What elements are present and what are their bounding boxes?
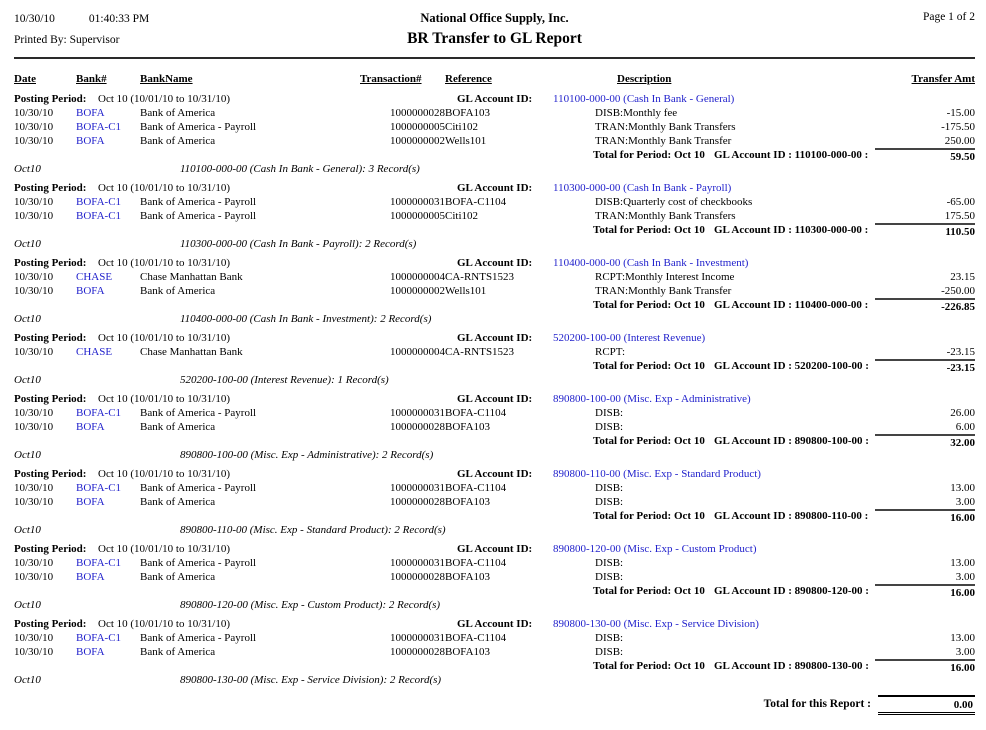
row-bank-name: Bank of America [140, 135, 216, 147]
row-reference: Wells101 [445, 135, 487, 147]
posting-period-row [0, 392, 986, 406]
transfer-row [0, 270, 986, 284]
total-for-period-label: Total for Period: Oct 10 [593, 585, 705, 597]
posting-period-label: Posting Period: [14, 393, 87, 405]
period-total-row [0, 584, 986, 598]
footer-summary: 890800-110-00 (Misc. Exp - Standard Product): 2 Record(s) [180, 524, 446, 536]
row-description: DISB:Quarterly cost of checkbooks [595, 196, 753, 208]
row-bank-link[interactable]: BOFA-C1 [76, 632, 122, 644]
row-bank-link[interactable]: BOFA [76, 135, 105, 147]
footer-period: Oct10 [14, 374, 41, 386]
period-total-row [0, 359, 986, 373]
row-transaction-no: 1000000031 [390, 557, 445, 569]
posting-period-value: Oct 10 (10/01/10 to 10/31/10) [98, 182, 230, 194]
row-date: 10/30/10 [14, 346, 54, 358]
row-bank-link[interactable]: BOFA-C1 [76, 121, 122, 133]
gl-account-section [0, 256, 986, 326]
row-bank-name: Bank of America [140, 496, 216, 508]
row-bank-name: Chase Manhattan Bank [140, 271, 243, 283]
transfer-row [0, 120, 986, 134]
posting-period-label: Posting Period: [14, 257, 87, 269]
row-date: 10/30/10 [14, 482, 54, 494]
row-description: DISB: [595, 571, 624, 583]
row-transaction-no: 1000000002 [390, 135, 445, 147]
row-date: 10/30/10 [14, 496, 54, 508]
footer-period: Oct10 [14, 524, 41, 536]
row-bank-name: Bank of America [140, 646, 216, 658]
gl-account-id-link[interactable]: 890800-100-00 (Misc. Exp - Administrative) [553, 393, 751, 405]
section-footer-row [0, 237, 986, 251]
period-total-amount: 16.00 [875, 509, 975, 525]
row-date: 10/30/10 [14, 632, 54, 644]
row-transaction-no: 1000000031 [390, 632, 445, 644]
row-bank-link[interactable]: BOFA-C1 [76, 482, 122, 494]
total-gl-account-label: GL Account ID : 110100-000-00 : [714, 149, 869, 161]
printed-by-label: Printed By: [14, 34, 67, 46]
gl-account-id-label: GL Account ID: [457, 393, 533, 405]
row-reference: Wells101 [445, 285, 487, 297]
posting-period-row [0, 92, 986, 106]
company-name: National Office Supply, Inc. [420, 11, 569, 25]
section-footer-row [0, 162, 986, 176]
posting-period-row [0, 256, 986, 270]
gl-account-section [0, 617, 986, 687]
row-bank-link[interactable]: BOFA [76, 421, 105, 433]
section-footer-row [0, 598, 986, 612]
period-total-amount: -226.85 [875, 298, 975, 314]
posting-period-value: Oct 10 (10/01/10 to 10/31/10) [98, 468, 230, 480]
row-amount: 26.00 [950, 407, 975, 419]
row-amount: 175.50 [944, 210, 975, 222]
row-date: 10/30/10 [14, 107, 54, 119]
row-transaction-no: 1000000004 [390, 271, 445, 283]
row-amount: -65.00 [946, 196, 975, 208]
row-amount: -175.50 [941, 121, 975, 133]
row-transaction-no: 1000000004 [390, 346, 445, 358]
row-transaction-no: 1000000005 [390, 121, 445, 133]
transfer-row [0, 631, 986, 645]
row-date: 10/30/10 [14, 135, 54, 147]
gl-account-id-link[interactable]: 890800-130-00 (Misc. Exp - Service Division) [553, 618, 759, 630]
row-date: 10/30/10 [14, 285, 54, 297]
posting-period-value: Oct 10 (10/01/10 to 10/31/10) [98, 332, 230, 344]
row-date: 10/30/10 [14, 196, 54, 208]
col-description: Description [617, 73, 672, 85]
row-transaction-no: 1000000028 [390, 496, 445, 508]
total-gl-account-label: GL Account ID : 890800-100-00 : [714, 435, 869, 447]
period-total-amount: -23.15 [875, 359, 975, 375]
posting-period-value: Oct 10 (10/01/10 to 10/31/10) [98, 257, 230, 269]
posting-period-value: Oct 10 (10/01/10 to 10/31/10) [98, 93, 230, 105]
page-number: Page 1 of 2 [922, 11, 975, 23]
row-bank-name: Bank of America - Payroll [140, 121, 257, 133]
gl-account-id-link[interactable]: 890800-120-00 (Misc. Exp - Custom Product) [553, 543, 757, 555]
row-date: 10/30/10 [14, 121, 54, 133]
row-description: TRAN:Monthly Bank Transfers [595, 210, 736, 222]
total-for-period-label: Total for Period: Oct 10 [593, 660, 705, 672]
period-total-row [0, 509, 986, 523]
row-transaction-no: 1000000002 [390, 285, 445, 297]
section-rows [0, 195, 986, 223]
row-bank-name: Bank of America [140, 285, 216, 297]
row-bank-link[interactable]: BOFA [76, 571, 105, 583]
gl-account-id-link[interactable]: 890800-110-00 (Misc. Exp - Standard Product) [553, 468, 761, 480]
footer-period: Oct10 [14, 238, 41, 250]
footer-summary: 110300-000-00 (Cash In Bank - Payroll): 2 Record(s) [180, 238, 417, 250]
row-reference: BOFA-C1104 [445, 482, 507, 494]
col-bank-no: Bank# [76, 73, 107, 85]
footer-period: Oct10 [14, 599, 41, 611]
gl-account-id-label: GL Account ID: [457, 182, 533, 194]
row-amount: -250.00 [941, 285, 975, 297]
transfer-row [0, 481, 986, 495]
period-total-amount: 110.50 [875, 223, 975, 239]
row-date: 10/30/10 [14, 271, 54, 283]
sections-container [0, 92, 986, 687]
row-transaction-no: 1000000005 [390, 210, 445, 222]
row-description: DISB: [595, 407, 624, 419]
row-description: TRAN:Monthly Bank Transfer [595, 135, 732, 147]
period-total-amount: 32.00 [875, 434, 975, 450]
period-total-row [0, 223, 986, 237]
row-reference: BOFA-C1104 [445, 196, 507, 208]
row-amount: 13.00 [950, 632, 975, 644]
report-total-row [0, 695, 986, 719]
total-for-period-label: Total for Period: Oct 10 [593, 299, 705, 311]
row-bank-name: Bank of America - Payroll [140, 482, 257, 494]
section-rows [0, 270, 986, 298]
row-reference: BOFA103 [445, 107, 491, 119]
row-date: 10/30/10 [14, 407, 54, 419]
row-amount: 23.15 [950, 271, 975, 283]
transfer-row [0, 106, 986, 120]
gl-account-section [0, 467, 986, 537]
period-total-row [0, 434, 986, 448]
row-date: 10/30/10 [14, 646, 54, 658]
posting-period-label: Posting Period: [14, 618, 87, 630]
row-description: DISB: [595, 557, 624, 569]
gl-account-id-label: GL Account ID: [457, 93, 533, 105]
total-for-period-label: Total for Period: Oct 10 [593, 149, 705, 161]
transfer-row [0, 209, 986, 223]
header-divider [14, 57, 975, 59]
row-description: DISB: [595, 482, 624, 494]
total-gl-account-label: GL Account ID : 110300-000-00 : [714, 224, 869, 236]
row-bank-link[interactable]: BOFA-C1 [76, 407, 122, 419]
section-rows [0, 345, 986, 359]
row-amount: 250.00 [944, 135, 975, 147]
gl-account-id-label: GL Account ID: [457, 543, 533, 555]
row-description: DISB: [595, 632, 624, 644]
posting-period-value: Oct 10 (10/01/10 to 10/31/10) [98, 618, 230, 630]
footer-summary: 890800-120-00 (Misc. Exp - Custom Product): 2 Record(s) [180, 599, 441, 611]
row-description: TRAN:Monthly Bank Transfer [595, 285, 732, 297]
gl-account-id-link[interactable]: 110300-000-00 (Cash In Bank - Payroll) [553, 182, 732, 194]
posting-period-label: Posting Period: [14, 543, 87, 555]
gl-account-section [0, 92, 986, 176]
section-footer-row [0, 448, 986, 462]
row-description: DISB: [595, 421, 624, 433]
posting-period-label: Posting Period: [14, 332, 87, 344]
row-bank-name: Bank of America - Payroll [140, 557, 257, 569]
posting-period-label: Posting Period: [14, 93, 87, 105]
posting-period-value: Oct 10 (10/01/10 to 10/31/10) [98, 543, 230, 555]
row-description: DISB: [595, 646, 624, 658]
row-description: TRAN:Monthly Bank Transfers [595, 121, 736, 133]
gl-account-id-link[interactable]: 520200-100-00 (Interest Revenue) [553, 332, 706, 344]
section-footer-row [0, 673, 986, 687]
report-body [0, 72, 986, 719]
total-for-period-label: Total for Period: Oct 10 [593, 435, 705, 447]
row-bank-link[interactable]: BOFA [76, 285, 105, 297]
gl-account-id-label: GL Account ID: [457, 332, 533, 344]
row-amount: 3.00 [955, 496, 975, 508]
posting-period-row [0, 617, 986, 631]
transfer-row [0, 345, 986, 359]
posting-period-value: Oct 10 (10/01/10 to 10/31/10) [98, 393, 230, 405]
gl-account-id-link[interactable]: 110400-000-00 (Cash In Bank - Investment) [553, 257, 749, 269]
col-transaction-no: Transaction# [360, 73, 422, 85]
row-transaction-no: 1000000028 [390, 646, 445, 658]
row-transaction-no: 1000000028 [390, 421, 445, 433]
posting-period-label: Posting Period: [14, 182, 87, 194]
report-total-amount: 0.00 [878, 695, 975, 715]
row-bank-link[interactable]: CHASE [76, 271, 113, 283]
row-bank-name: Chase Manhattan Bank [140, 346, 243, 358]
row-bank-link[interactable]: CHASE [76, 346, 113, 358]
row-transaction-no: 1000000031 [390, 407, 445, 419]
period-total-amount: 59.50 [875, 148, 975, 164]
section-footer-row [0, 312, 986, 326]
row-amount: 13.00 [950, 482, 975, 494]
transfer-row [0, 495, 986, 509]
row-bank-name: Bank of America [140, 107, 216, 119]
transfer-row [0, 420, 986, 434]
report-title-block [14, 9, 975, 50]
transfer-row [0, 556, 986, 570]
row-bank-name: Bank of America - Payroll [140, 210, 257, 222]
section-rows [0, 556, 986, 584]
total-gl-account-label: GL Account ID : 890800-130-00 : [714, 660, 869, 672]
transfer-row [0, 406, 986, 420]
transfer-row [0, 195, 986, 209]
row-bank-name: Bank of America - Payroll [140, 196, 257, 208]
section-rows [0, 631, 986, 659]
row-date: 10/30/10 [14, 210, 54, 222]
row-transaction-no: 1000000028 [390, 571, 445, 583]
row-date: 10/30/10 [14, 421, 54, 433]
section-rows [0, 106, 986, 148]
footer-summary: 110400-000-00 (Cash In Bank - Investment): 2 Record(s) [180, 313, 432, 325]
posting-period-row [0, 467, 986, 481]
row-description: DISB:Monthly fee [595, 107, 678, 119]
row-description: RCPT:Monthly Interest Income [595, 271, 735, 283]
col-bank-name: BankName [140, 73, 193, 85]
transfer-row [0, 134, 986, 148]
total-gl-account-label: GL Account ID : 520200-100-00 : [714, 360, 869, 372]
gl-account-section [0, 331, 986, 387]
total-gl-account-label: GL Account ID : 110400-000-00 : [714, 299, 869, 311]
row-reference: CA-RNTS1523 [445, 271, 515, 283]
print-time: 01:40:33 PM [88, 13, 150, 25]
transfer-row [0, 645, 986, 659]
row-reference: BOFA-C1104 [445, 557, 507, 569]
total-for-period-label: Total for Period: Oct 10 [593, 360, 705, 372]
period-total-amount: 16.00 [875, 584, 975, 600]
row-date: 10/30/10 [14, 557, 54, 569]
row-reference: BOFA103 [445, 571, 491, 583]
page-title: BR Transfer to GL Report [407, 30, 582, 47]
report-total-label: Total for this Report : [763, 698, 871, 710]
footer-summary: 520200-100-00 (Interest Revenue): 1 Record(s) [180, 374, 389, 386]
section-rows [0, 481, 986, 509]
row-reference: BOFA103 [445, 496, 491, 508]
posting-period-row [0, 331, 986, 345]
gl-account-section [0, 181, 986, 251]
row-transaction-no: 1000000031 [390, 196, 445, 208]
footer-period: Oct10 [14, 674, 41, 686]
row-reference: BOFA-C1104 [445, 407, 507, 419]
print-date: 10/30/10 [14, 13, 55, 25]
gl-account-id-label: GL Account ID: [457, 257, 533, 269]
row-date: 10/30/10 [14, 571, 54, 583]
period-total-row [0, 659, 986, 673]
footer-summary: 890800-130-00 (Misc. Exp - Service Division): 2 Record(s) [180, 674, 442, 686]
column-header-row [0, 72, 986, 88]
row-amount: -15.00 [946, 107, 975, 119]
printed-by-value: Supervisor [69, 34, 120, 46]
row-reference: Citi102 [445, 210, 479, 222]
gl-account-id-label: GL Account ID: [457, 618, 533, 630]
gl-account-id-label: GL Account ID: [457, 468, 533, 480]
row-reference: BOFA-C1104 [445, 632, 507, 644]
gl-account-id-link[interactable]: 110100-000-00 (Cash In Bank - General) [553, 93, 735, 105]
row-amount: 13.00 [950, 557, 975, 569]
total-gl-account-label: GL Account ID : 890800-110-00 : [714, 510, 869, 522]
section-rows [0, 406, 986, 434]
gl-account-section [0, 542, 986, 612]
section-footer-row [0, 373, 986, 387]
row-bank-link[interactable]: BOFA [76, 107, 105, 119]
posting-period-row [0, 542, 986, 556]
footer-period: Oct10 [14, 449, 41, 461]
transfer-row [0, 284, 986, 298]
row-bank-name: Bank of America [140, 421, 216, 433]
row-amount: 3.00 [955, 571, 975, 583]
row-bank-name: Bank of America [140, 571, 216, 583]
col-date: Date [14, 73, 36, 85]
row-transaction-no: 1000000031 [390, 482, 445, 494]
row-reference: Citi102 [445, 121, 479, 133]
period-total-amount: 16.00 [875, 659, 975, 675]
row-reference: CA-RNTS1523 [445, 346, 515, 358]
row-reference: BOFA103 [445, 646, 491, 658]
gl-account-section [0, 392, 986, 462]
row-bank-name: Bank of America - Payroll [140, 407, 257, 419]
posting-period-row [0, 181, 986, 195]
row-reference: BOFA103 [445, 421, 491, 433]
col-transfer-amt: Transfer Amt [911, 73, 975, 85]
row-bank-link[interactable]: BOFA-C1 [76, 557, 122, 569]
row-description: RCPT: [595, 346, 626, 358]
total-for-period-label: Total for Period: Oct 10 [593, 510, 705, 522]
row-bank-link[interactable]: BOFA [76, 646, 105, 658]
row-transaction-no: 1000000028 [390, 107, 445, 119]
period-total-row [0, 148, 986, 162]
section-footer-row [0, 523, 986, 537]
row-bank-name: Bank of America - Payroll [140, 632, 257, 644]
row-amount: 6.00 [955, 421, 975, 433]
col-reference: Reference [445, 73, 492, 85]
footer-summary: 890800-100-00 (Misc. Exp - Administrative): 2 Record(s) [180, 449, 434, 461]
transfer-row [0, 570, 986, 584]
row-description: DISB: [595, 496, 624, 508]
row-bank-link[interactable]: BOFA-C1 [76, 196, 122, 208]
footer-summary: 110100-000-00 (Cash In Bank - General): 3 Record(s) [180, 163, 420, 175]
period-total-row [0, 298, 986, 312]
footer-period: Oct10 [14, 313, 41, 325]
total-for-period-label: Total for Period: Oct 10 [593, 224, 705, 236]
footer-period: Oct10 [14, 163, 41, 175]
posting-period-label: Posting Period: [14, 468, 87, 480]
row-amount: -23.15 [946, 346, 975, 358]
row-amount: 3.00 [955, 646, 975, 658]
total-gl-account-label: GL Account ID : 890800-120-00 : [714, 585, 869, 597]
row-bank-link[interactable]: BOFA-C1 [76, 210, 122, 222]
row-bank-link[interactable]: BOFA [76, 496, 105, 508]
report-header [14, 9, 975, 55]
